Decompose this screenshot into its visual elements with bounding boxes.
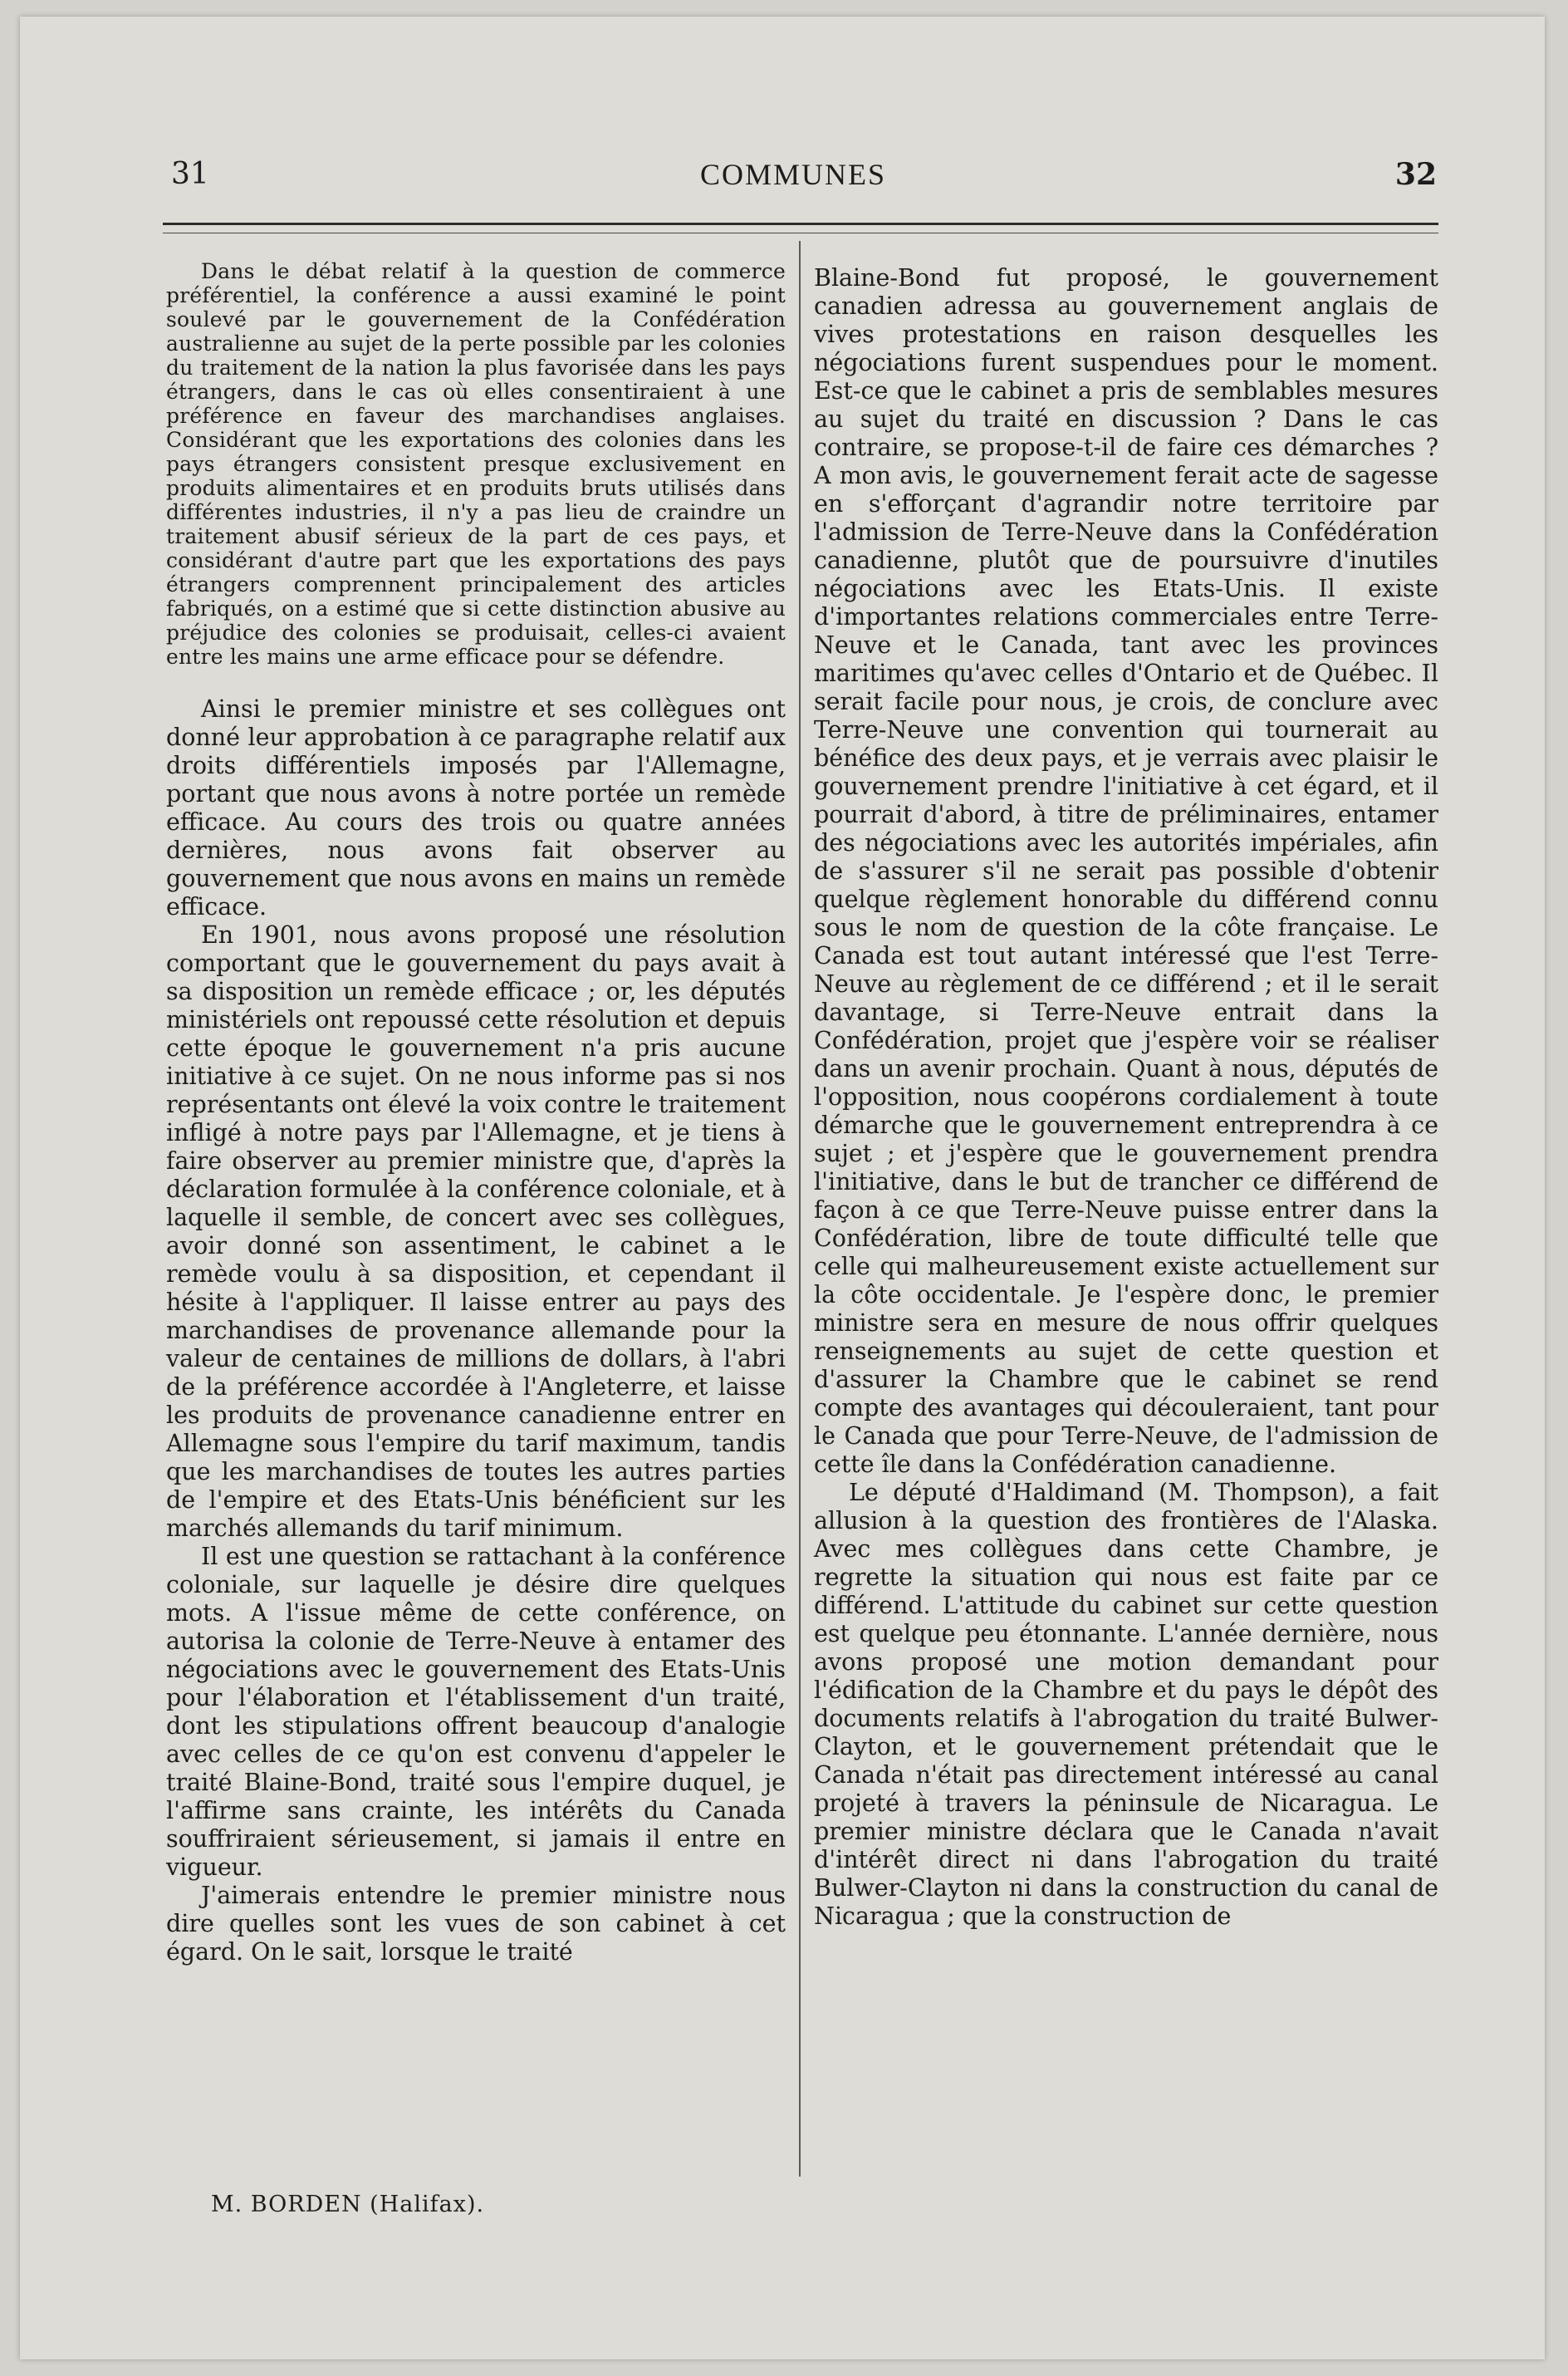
page-header — [149, 156, 1437, 206]
running-title: COMMUNES — [699, 158, 887, 191]
left-column — [166, 259, 786, 1966]
paragraph: En 1901, nous avons proposé une résolution comportant que le gouvernement du pays avait à sa disposition un remède efficace ; or, les députés ministériels ont repoussé cette résolution et depuis cette époque le gouvernement n'a pris aucune initiative à ce sujet. On ne nous informe pas si nos représentants ont élevé la voix contre le traitement infligé à notre pays par l'Allemagne, et je tiens à faire observer au premier ministre que, d'après la déclaration formulée à la conférence coloniale, et à laquelle il semble, de concert avec ses collègues, avoir donné son assentiment, le cabinet a le remède voulu à sa disposition, et cependant il hésite à l'appliquer. Il laisse entrer au pays des marchandises de provenance allemande pour la valeur de centaines de millions de dollars, à l'abri de la préférence accordée à l'Angleterre, et laisse les produits de provenance canadienne entrer en Allemagne sous l'empire du tarif maximum, tandis que les marchandises de toutes les autres parties de l'empire et des Etats-Unis bénéficient sur les marchés allemands du tarif minimum. — [166, 921, 786, 1542]
paragraph: Ainsi le premier ministre et ses collègues ont donné leur approbation à ce paragraphe relatif aux droits différentiels imposés par l'Allemagne, portant que nous avons à notre portée un remède efficace. Au cours des trois ou quatre années dernières, nous avons fait observer au gouvernement que nous avons en mains un remède efficace. — [166, 695, 786, 920]
right-column — [814, 264, 1438, 1931]
quoted-passage: Dans le débat relatif à la question de commerce préférentiel, la conférence a aussi examiné le point soulevé par le gouvernement de la Confédération australienne au sujet de la perte possible par les colonies du traitement de la nation la plus favorisée dans les pays étrangers, dans le cas où elles consentiraient à une préférence en faveur des marchandises anglaises. Considérant que les exportations des colonies dans les pays étrangers consistent presque exclusivement en produits alimentaires et en produits bruts utilisés dans différentes industries, il n'y a pas lieu de craindre un traitement abusif sérieux de la part de ces pays, et considérant d'autre part que les exportations des pays étrangers comprennent principalement des articles fabriqués, on a estimé que si cette distinction abusive au préjudice des colonies se produisait, celles-ci avaient entre les mains une arme efficace pour se défendre. — [166, 259, 786, 669]
column-divider — [799, 241, 801, 2177]
header-rule-thick — [163, 223, 1438, 225]
speaker-signature: M. BORDEN (Halifax). — [211, 2192, 485, 2217]
paragraph: Blaine-Bond fut proposé, le gouvernement canadien adressa au gouvernement anglais de vives protestations en raison desquelles les négociations furent suspendues pour le moment. Est-ce que le cabinet a pris de semblables mesures au sujet du traité en discussion ? Dans le cas contraire, se propose-t-il de faire ces démarches ? A mon avis, le gouvernement ferait acte de sagesse en s'efforçant d'agrandir notre territoire par l'admission de Terre-Neuve dans la Confédération canadienne, plutôt que de poursuivre d'inutiles négociations avec les Etats-Unis. Il existe d'importantes relations commerciales entre Terre-Neuve et le Canada, tant avec les provinces maritimes qu'avec celles d'Ontario et de Québec. Il serait facile pour nous, je crois, de conclure avec Terre-Neuve une convention qui tournerait au bénéfice des deux pays, et je verrais avec plaisir le gouvernement prendre l'initiative à cet égard, et il pourrait d'abord, à titre de préliminaires, entamer des négociations avec les autorités impériales, afin de s'assurer s'il ne serait pas possible d'obtenir quelque règlement honorable du différend connu sous le nom de question de la côte française. Le Canada est tout autant intéressé que l'est Terre-Neuve au règlement de ce différend ; et il le serait davantage, si Terre-Neuve entrait dans la Confédération, projet que j'espère voir se réaliser dans un avenir prochain. Quant à nous, députés de l'opposition, nous coopérons cordialement à toute démarche que le gouvernement entreprendra à ce sujet ; et j'espère que le gouvernement prendra l'initiative, dans le but de trancher ce différend de façon à ce que Terre-Neuve puisse entrer dans la Confédération, libre de toute difficulté telle que celle qui malheureusement existe actuellement sur la côte occidentale. Je l'espère donc, le premier ministre sera en mesure de nous offrir quelques renseignements au sujet de cette question et d'assurer la Chambre que le cabinet se rend compte des avantages qui découleraient, tant pour le Canada que pour Terre-Neuve, de l'admission de cette île dans la Confédération canadienne. — [814, 264, 1438, 1478]
paragraph: Il est une question se rattachant à la conférence coloniale, sur laquelle je désire dire quelques mots. A l'issue même de cette conférence, on autorisa la colonie de Terre-Neuve à entamer des négociations avec le gouvernement des Etats-Unis pour l'élaboration et l'établissement d'un traité, dont les stipulations offrent beaucoup d'analogie avec celles de ce qu'on est convenu d'appeler le traité Blaine-Bond, traité sous l'empire duquel, je l'affirme sans crainte, les intérêts du Canada souffriraient sérieusement, si jamais il entre en vigueur. — [166, 1543, 786, 1881]
paragraph: Le député d'Haldimand (M. Thompson), a fait allusion à la question des frontières de l'Alaska. Avec mes collègues dans cette Chambre, je regrette la situation qui nous est faite par ce différend. L'attitude du cabinet sur cette question est quelque peu étonnante. L'année dernière, nous avons proposé une motion demandant pour l'édification de la Chambre et du pays le dépôt des documents relatifs à l'abrogation du traité Bulwer-Clayton, et le gouvernement prétendait que le Canada n'était pas directement intéressé au canal projeté à travers la péninsule de Nicaragua. Le premier ministre déclara que le Canada n'avait d'intérêt direct ni dans l'abrogation du traité Bulwer-Clayton ni dans la construction du canal de Nicaragua ; que la construction de — [814, 1479, 1438, 1930]
page-number-left: 31 — [171, 157, 209, 191]
page-number-right: 32 — [1394, 157, 1437, 192]
paragraph: J'aimerais entendre le premier ministre nous dire quelles sont les vues de son cabinet à cet égard. On le sait, lorsque le traité — [166, 1882, 786, 1966]
